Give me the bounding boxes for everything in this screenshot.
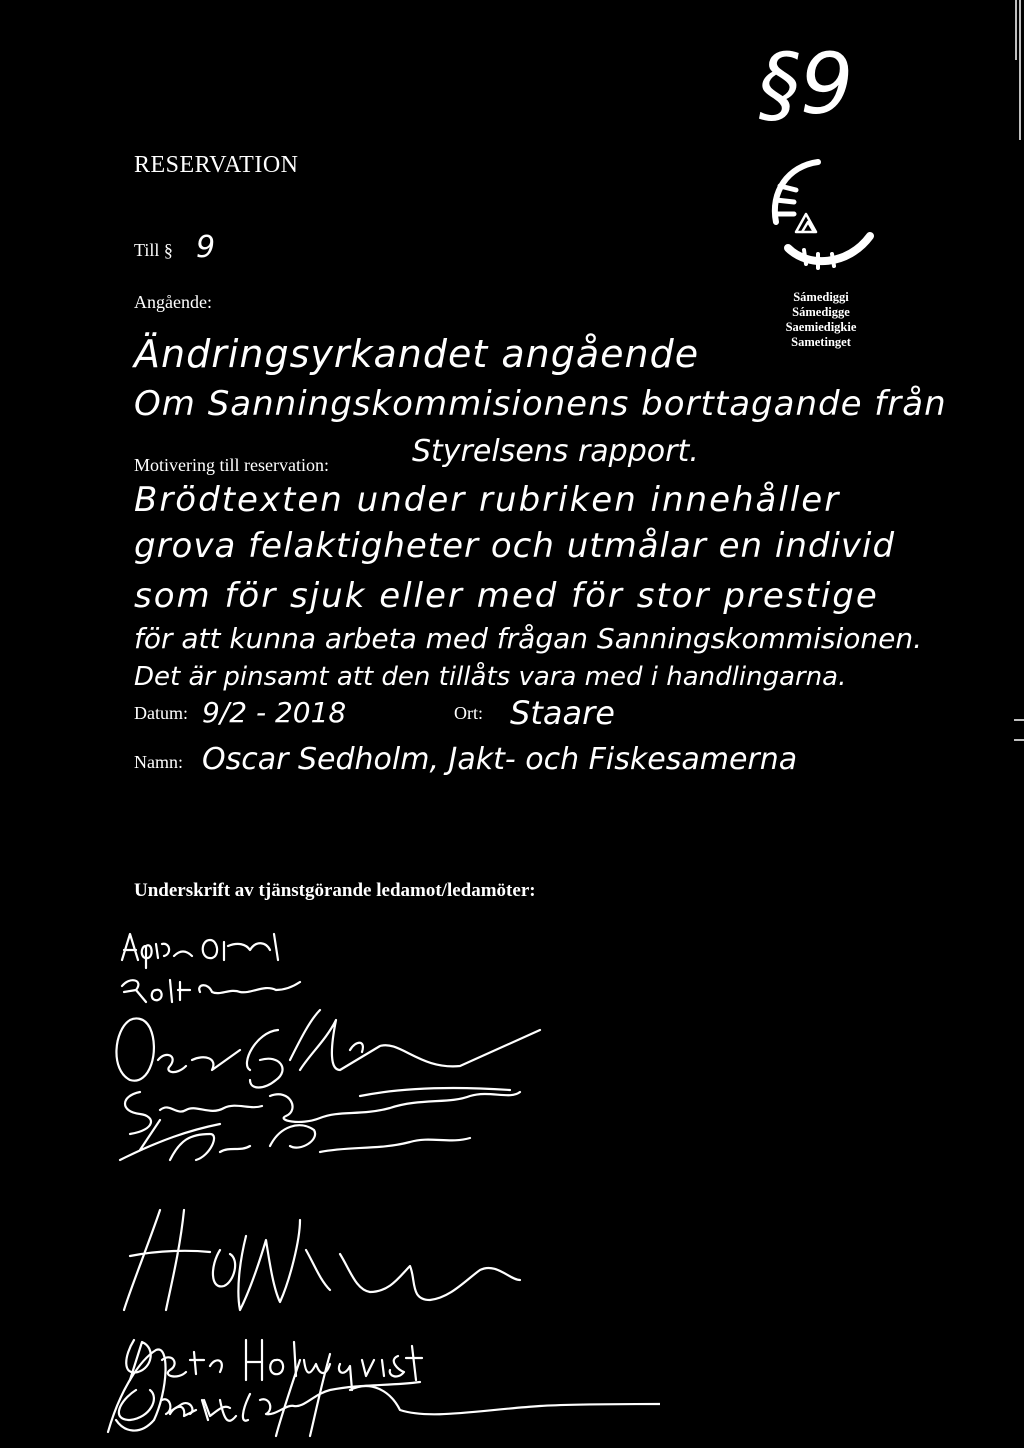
edge-marks <box>1010 0 1024 1448</box>
angaende-label: Angående: <box>134 292 212 312</box>
logo-line: Sametinget <box>791 335 851 349</box>
motivering-line: som för sjuk eller med för stor prestige <box>134 576 879 616</box>
logo-text <box>756 290 886 350</box>
motivering-label: Motivering till reservation: <box>134 455 329 475</box>
angaende-line: Styrelsens rapport. <box>412 434 699 469</box>
logo-line: Saemiedigkie <box>785 320 857 334</box>
motivering-line: Det är pinsamt att den tillåts vara med i handlingarna. <box>134 662 847 692</box>
signature-6 <box>124 1210 520 1310</box>
signature-2 <box>122 980 300 1002</box>
signature-4 <box>125 1088 520 1134</box>
motivering-line: grova felaktigheter och utmålar en individ <box>134 526 896 566</box>
till-label: Till § <box>134 240 173 260</box>
angaende-line: Ändringsyrkandet angående <box>134 332 700 376</box>
angaende-line: Om Sanningskommisionens borttagande från <box>134 384 947 424</box>
namn-value: Oscar Sedholm, Jakt- och Fiskesamerna <box>202 742 798 777</box>
signature-7 <box>126 1340 422 1390</box>
form-title: RESERVATION <box>134 152 299 178</box>
signature-3 <box>116 1010 540 1088</box>
logo-line: Sámedigge <box>792 305 850 319</box>
signatures-label: Underskrift av tjänstgörande ledamot/ledamöter: <box>134 880 536 901</box>
samediggi-logo <box>758 152 884 272</box>
ort-label: Ort: <box>454 703 483 723</box>
signature-9 <box>108 1349 660 1436</box>
signatures-area <box>100 920 660 1440</box>
till-value: 9 <box>196 230 216 265</box>
logo-line: Sámediggi <box>793 290 849 304</box>
section-mark: §9 <box>758 35 854 133</box>
datum-label: Datum: <box>134 703 188 723</box>
motivering-line: för att kunna arbeta med frågan Sanningskommisionen. <box>134 622 923 655</box>
signature-5 <box>120 1120 470 1160</box>
datum-value: 9/2 - 2018 <box>202 696 347 729</box>
namn-label: Namn: <box>134 752 183 772</box>
signature-1 <box>122 934 278 968</box>
ort-value: Staare <box>510 694 615 732</box>
motivering-line: Brödtexten under rubriken innehåller <box>134 480 841 520</box>
